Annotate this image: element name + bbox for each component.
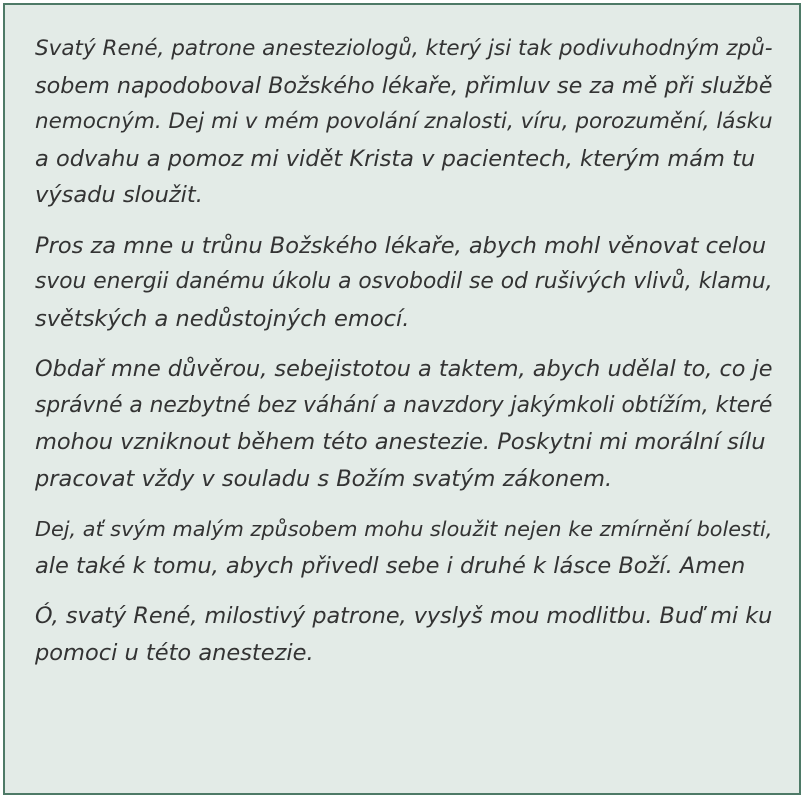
text-line: svou energii danému úkolu a osvobodil se od rušivých vlivů, klamu,	[35, 269, 773, 294]
text-line: světských a nedůstojných emocí.	[35, 305, 410, 332]
text-line: výsadu sloužit.	[35, 182, 203, 208]
text-line: Pros za mne u trůnu Božského lékaře, abych mohl věnovat celou	[35, 232, 767, 259]
text-line: pomoci u této anestezie.	[35, 639, 314, 666]
text-line: nemocným. Dej mi v mém povolání znalosti, víru, porozumění, lásku	[35, 109, 773, 134]
paragraph-service	[35, 511, 773, 584]
text-line: správné a nezbytné bez váhání a navzdory jakýmkoli obtížím, které	[35, 392, 773, 418]
text-line: Dej, ať svým malým způsobem mohu sloužit nejen ke zmírnění bolesti,	[35, 517, 773, 541]
text-line: sobem napodoboval Božského lékaře, přimluv se za mě při službě	[35, 72, 773, 99]
paragraph-intercession	[35, 31, 773, 214]
text-line: mohou vzniknout během této anestezie. Poskytni mi morální sílu	[35, 429, 766, 455]
paragraph-devotion	[35, 228, 773, 338]
text-line: ale také k tomu, abych přivedl sebe i druhé k lásce Boží. Amen	[35, 552, 746, 579]
prayer-box	[3, 3, 801, 795]
text-line: Ó, svatý René, milostivý patrone, vyslyš mou modlitbu. Buď mi ku	[35, 603, 773, 629]
text-line: Obdař mne důvěrou, sebejistotou a taktem, abych udělal to, co je	[35, 356, 773, 382]
text-line: Svatý René, patrone anesteziologů, který jsi tak podivuhodným způ-	[35, 36, 773, 61]
text-line: pracovat vždy v souladu s Božím svatým zákonem.	[35, 465, 613, 492]
text-line: a odvahu a pomoz mi vidět Krista v pacientech, kterým mám tu	[35, 145, 756, 172]
paragraph-closing	[35, 598, 773, 671]
paragraph-confidence	[35, 351, 773, 497]
